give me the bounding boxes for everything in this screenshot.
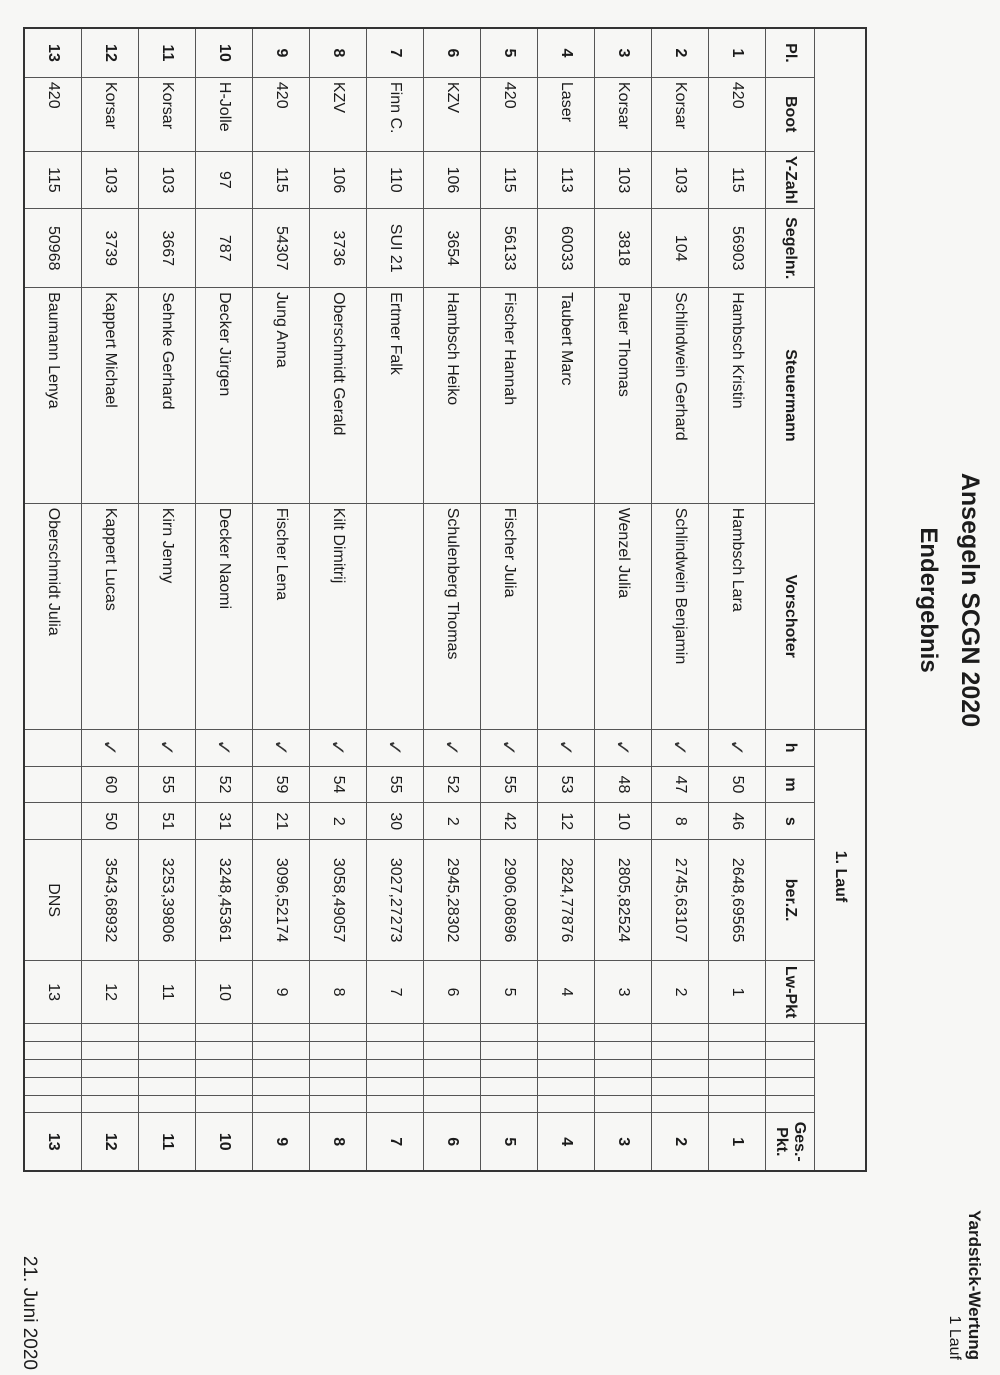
table-row bbox=[196, 28, 253, 1171]
cell-empty bbox=[82, 1042, 139, 1060]
cell-place: 2 bbox=[652, 28, 709, 77]
cell-sailnumber: 3818 bbox=[595, 209, 652, 288]
page-title: Ansegeln SCGN 2020 bbox=[956, 472, 984, 728]
cell-sailnumber: 3654 bbox=[424, 209, 481, 288]
col-steuermann: Steuermann bbox=[766, 288, 815, 504]
table-row bbox=[652, 28, 709, 1171]
cell-crew: Hambsch Lara bbox=[709, 503, 766, 729]
cell-corrected-time: 3027,27273 bbox=[367, 840, 424, 961]
table-row bbox=[253, 28, 310, 1171]
table-row bbox=[481, 28, 538, 1171]
col-berz: ber.Z. bbox=[766, 840, 815, 961]
cell-helmsman: Sehnke Gerhard bbox=[139, 288, 196, 504]
header-row bbox=[766, 28, 815, 1171]
cell-minutes: 52 bbox=[424, 766, 481, 803]
cell-empty bbox=[595, 1095, 652, 1113]
cell-crew: Oberschmidt Julia bbox=[24, 503, 82, 729]
cell-corrected-time: 2745,63107 bbox=[652, 840, 709, 961]
cell-empty bbox=[310, 1024, 367, 1042]
cell-boat: 420 bbox=[709, 77, 766, 151]
cell-yzahl: 103 bbox=[82, 151, 139, 209]
col-pl: Pl. bbox=[766, 28, 815, 77]
table-row bbox=[310, 28, 367, 1171]
cell-place: 7 bbox=[367, 28, 424, 77]
cell-yzahl: 115 bbox=[253, 151, 310, 209]
cell-empty bbox=[24, 1077, 82, 1095]
table-row bbox=[82, 28, 139, 1171]
cell-empty bbox=[709, 1042, 766, 1060]
cell-corrected-time: 3096,52174 bbox=[253, 840, 310, 961]
cell-empty bbox=[481, 1042, 538, 1060]
cell-total-points: 8 bbox=[310, 1113, 367, 1171]
cell-crew bbox=[538, 503, 595, 729]
cell-total-points: 13 bbox=[24, 1113, 82, 1171]
table-row bbox=[595, 28, 652, 1171]
cell-yzahl: 97 bbox=[196, 151, 253, 209]
cell-helmsman: Jung Anna bbox=[253, 288, 310, 504]
cell-crew: Fischer Julia bbox=[481, 503, 538, 729]
cell-empty bbox=[24, 1095, 82, 1113]
cell-seconds: 31 bbox=[196, 803, 253, 840]
cell-total-points: 10 bbox=[196, 1113, 253, 1171]
cell-boat: Korsar bbox=[652, 77, 709, 151]
cell-empty bbox=[595, 1077, 652, 1095]
cell-empty bbox=[709, 1077, 766, 1095]
cell-empty bbox=[310, 1077, 367, 1095]
cell-seconds: 30 bbox=[367, 803, 424, 840]
cell-hours: ✓ bbox=[196, 729, 253, 766]
cell-hours: ✓ bbox=[481, 729, 538, 766]
cell-crew: Fischer Lena bbox=[253, 503, 310, 729]
table-row bbox=[24, 28, 82, 1171]
cell-boat: Korsar bbox=[595, 77, 652, 151]
cell-hours bbox=[24, 729, 82, 766]
cell-hours: ✓ bbox=[595, 729, 652, 766]
cell-empty bbox=[367, 1095, 424, 1113]
cell-boat: KZV bbox=[424, 77, 481, 151]
cell-empty bbox=[253, 1059, 310, 1077]
cell-sailnumber: 60033 bbox=[538, 209, 595, 288]
cell-corrected-time: 2648,69565 bbox=[709, 840, 766, 961]
cell-helmsman: Oberschmidt Gerald bbox=[310, 288, 367, 504]
cell-corrected-time: 3253,39806 bbox=[139, 840, 196, 961]
cell-empty bbox=[82, 1077, 139, 1095]
cell-helmsman: Schlindwein Gerhard bbox=[652, 288, 709, 504]
cell-boat: Korsar bbox=[139, 77, 196, 151]
cell-run-points: 7 bbox=[367, 961, 424, 1024]
cell-sailnumber: 56903 bbox=[709, 209, 766, 288]
cell-seconds: 21 bbox=[253, 803, 310, 840]
cell-empty bbox=[310, 1059, 367, 1077]
col-yzahl: Y-Zahl bbox=[766, 151, 815, 209]
cell-seconds: 42 bbox=[481, 803, 538, 840]
cell-boat: KZV bbox=[310, 77, 367, 151]
cell-run-points: 2 bbox=[652, 961, 709, 1024]
cell-helmsman: Decker Jürgen bbox=[196, 288, 253, 504]
cell-yzahl: 115 bbox=[24, 151, 82, 209]
cell-boat: 420 bbox=[24, 77, 82, 151]
cell-sailnumber: 3667 bbox=[139, 209, 196, 288]
cell-helmsman: Kappert Michael bbox=[82, 288, 139, 504]
cell-helmsman: Baumann Lenya bbox=[24, 288, 82, 504]
cell-yzahl: 113 bbox=[538, 151, 595, 209]
cell-hours: ✓ bbox=[82, 729, 139, 766]
cell-corrected-time: 3248,45361 bbox=[196, 840, 253, 961]
cell-minutes: 55 bbox=[481, 766, 538, 803]
col-h: h bbox=[766, 729, 815, 766]
cell-empty bbox=[424, 1095, 481, 1113]
page-subtitle: Endergebnis bbox=[915, 527, 942, 673]
cell-empty bbox=[652, 1042, 709, 1060]
cell-corrected-time: 3058,49057 bbox=[310, 840, 367, 961]
table-row bbox=[424, 28, 481, 1171]
cell-helmsman: Hambsch Kristin bbox=[709, 288, 766, 504]
cell-empty bbox=[709, 1059, 766, 1077]
cell-sailnumber: 50968 bbox=[24, 209, 82, 288]
col-segelnr: Segelnr. bbox=[766, 209, 815, 288]
cell-empty bbox=[24, 1042, 82, 1060]
cell-minutes: 50 bbox=[709, 766, 766, 803]
cell-seconds: 2 bbox=[424, 803, 481, 840]
table-row bbox=[709, 28, 766, 1171]
cell-corrected-time: 3543,68932 bbox=[82, 840, 139, 961]
cell-minutes: 53 bbox=[538, 766, 595, 803]
cell-run-points: 11 bbox=[139, 961, 196, 1024]
cell-crew: Decker Naomi bbox=[196, 503, 253, 729]
cell-hours: ✓ bbox=[253, 729, 310, 766]
cell-empty bbox=[652, 1059, 709, 1077]
cell-empty bbox=[595, 1059, 652, 1077]
cell-minutes: 59 bbox=[253, 766, 310, 803]
cell-yzahl: 115 bbox=[709, 151, 766, 209]
cell-yzahl: 103 bbox=[139, 151, 196, 209]
cell-empty bbox=[367, 1077, 424, 1095]
cell-seconds: 46 bbox=[709, 803, 766, 840]
run-header: 1. Lauf bbox=[815, 729, 867, 1023]
cell-place: 3 bbox=[595, 28, 652, 77]
cell-helmsman: Ertmer Falk bbox=[367, 288, 424, 504]
cell-total-points: 3 bbox=[595, 1113, 652, 1171]
cell-place: 4 bbox=[538, 28, 595, 77]
col-lwpkt: Lw-Pkt bbox=[766, 961, 815, 1024]
cell-seconds bbox=[24, 803, 82, 840]
col-boot: Boot bbox=[766, 77, 815, 151]
cell-boat: Korsar bbox=[82, 77, 139, 151]
results-table bbox=[23, 27, 867, 1172]
cell-hours: ✓ bbox=[538, 729, 595, 766]
cell-empty bbox=[24, 1024, 82, 1042]
cell-hours: ✓ bbox=[424, 729, 481, 766]
cell-corrected-time: 2805,82524 bbox=[595, 840, 652, 961]
cell-hours: ✓ bbox=[652, 729, 709, 766]
cell-crew: Kirn Jenny bbox=[139, 503, 196, 729]
scoring-sublabel: 1 Lauf bbox=[946, 1315, 963, 1360]
cell-corrected-time: 2824,77876 bbox=[538, 840, 595, 961]
cell-crew: Wenzel Julia bbox=[595, 503, 652, 729]
cell-empty bbox=[424, 1059, 481, 1077]
cell-place: 5 bbox=[481, 28, 538, 77]
cell-yzahl: 103 bbox=[652, 151, 709, 209]
cell-helmsman: Hambsch Heiko bbox=[424, 288, 481, 504]
cell-minutes: 54 bbox=[310, 766, 367, 803]
cell-run-points: 10 bbox=[196, 961, 253, 1024]
cell-empty bbox=[424, 1042, 481, 1060]
cell-crew: Kilt Dimitrij bbox=[310, 503, 367, 729]
cell-corrected-time: 2906,08696 bbox=[481, 840, 538, 961]
cell-boat: Finn C. bbox=[367, 77, 424, 151]
cell-seconds: 10 bbox=[595, 803, 652, 840]
table-row bbox=[139, 28, 196, 1171]
cell-boat: 420 bbox=[253, 77, 310, 151]
cell-empty bbox=[139, 1077, 196, 1095]
cell-empty bbox=[367, 1042, 424, 1060]
col-s: s bbox=[766, 803, 815, 840]
cell-run-points: 1 bbox=[709, 961, 766, 1024]
cell-empty bbox=[310, 1042, 367, 1060]
table-row bbox=[538, 28, 595, 1171]
cell-minutes: 52 bbox=[196, 766, 253, 803]
cell-run-points: 6 bbox=[424, 961, 481, 1024]
cell-empty bbox=[481, 1077, 538, 1095]
cell-place: 9 bbox=[253, 28, 310, 77]
cell-empty bbox=[481, 1059, 538, 1077]
col-vorschoter: Vorschoter bbox=[766, 503, 815, 729]
cell-sailnumber: 787 bbox=[196, 209, 253, 288]
scoring-label: Yardstick-Wertung bbox=[965, 1210, 984, 1360]
cell-hours: ✓ bbox=[139, 729, 196, 766]
cell-empty bbox=[538, 1042, 595, 1060]
cell-empty bbox=[538, 1059, 595, 1077]
cell-helmsman: Pauer Thomas bbox=[595, 288, 652, 504]
cell-empty bbox=[139, 1024, 196, 1042]
date-label: 21. Juni 2020 bbox=[19, 1255, 40, 1370]
col-gespkt: Ges.-Pkt. bbox=[766, 1113, 815, 1171]
cell-empty bbox=[424, 1077, 481, 1095]
header-row-top bbox=[815, 28, 867, 1171]
cell-empty bbox=[652, 1095, 709, 1113]
cell-hours: ✓ bbox=[709, 729, 766, 766]
cell-empty bbox=[538, 1024, 595, 1042]
cell-empty bbox=[82, 1095, 139, 1113]
cell-total-points: 2 bbox=[652, 1113, 709, 1171]
cell-total-points: 7 bbox=[367, 1113, 424, 1171]
cell-place: 10 bbox=[196, 28, 253, 77]
cell-empty bbox=[253, 1042, 310, 1060]
cell-empty bbox=[82, 1024, 139, 1042]
cell-empty bbox=[424, 1024, 481, 1042]
cell-corrected-time: DNS bbox=[24, 840, 82, 961]
cell-total-points: 11 bbox=[139, 1113, 196, 1171]
cell-minutes: 47 bbox=[652, 766, 709, 803]
cell-empty bbox=[196, 1095, 253, 1113]
cell-minutes: 60 bbox=[82, 766, 139, 803]
cell-empty bbox=[538, 1095, 595, 1113]
cell-run-points: 4 bbox=[538, 961, 595, 1024]
cell-total-points: 1 bbox=[709, 1113, 766, 1171]
cell-seconds: 12 bbox=[538, 803, 595, 840]
cell-empty bbox=[253, 1024, 310, 1042]
cell-sailnumber: 56133 bbox=[481, 209, 538, 288]
cell-place: 1 bbox=[709, 28, 766, 77]
cell-helmsman: Fischer Hannah bbox=[481, 288, 538, 504]
cell-empty bbox=[196, 1077, 253, 1095]
cell-empty bbox=[82, 1059, 139, 1077]
cell-empty bbox=[196, 1024, 253, 1042]
cell-empty bbox=[481, 1095, 538, 1113]
cell-run-points: 5 bbox=[481, 961, 538, 1024]
cell-boat: H-Jolle bbox=[196, 77, 253, 151]
cell-boat: Laser bbox=[538, 77, 595, 151]
cell-empty bbox=[595, 1042, 652, 1060]
cell-empty bbox=[139, 1059, 196, 1077]
cell-total-points: 6 bbox=[424, 1113, 481, 1171]
table-row bbox=[367, 28, 424, 1171]
cell-sailnumber: SUI 21 bbox=[367, 209, 424, 288]
cell-empty bbox=[24, 1059, 82, 1077]
cell-empty bbox=[139, 1042, 196, 1060]
cell-empty bbox=[709, 1024, 766, 1042]
cell-place: 11 bbox=[139, 28, 196, 77]
col-m: m bbox=[766, 766, 815, 803]
cell-corrected-time: 2945,28302 bbox=[424, 840, 481, 961]
cell-place: 12 bbox=[82, 28, 139, 77]
cell-yzahl: 103 bbox=[595, 151, 652, 209]
cell-empty bbox=[595, 1024, 652, 1042]
cell-run-points: 3 bbox=[595, 961, 652, 1024]
cell-empty bbox=[367, 1059, 424, 1077]
cell-sailnumber: 3736 bbox=[310, 209, 367, 288]
cell-run-points: 8 bbox=[310, 961, 367, 1024]
cell-yzahl: 106 bbox=[310, 151, 367, 209]
cell-run-points: 12 bbox=[82, 961, 139, 1024]
cell-yzahl: 115 bbox=[481, 151, 538, 209]
cell-empty bbox=[367, 1024, 424, 1042]
results-body bbox=[24, 28, 766, 1171]
cell-minutes: 48 bbox=[595, 766, 652, 803]
cell-empty bbox=[481, 1024, 538, 1042]
cell-empty bbox=[196, 1059, 253, 1077]
cell-boat: 420 bbox=[481, 77, 538, 151]
cell-sailnumber: 54307 bbox=[253, 209, 310, 288]
cell-minutes bbox=[24, 766, 82, 803]
cell-empty bbox=[310, 1095, 367, 1113]
cell-empty bbox=[652, 1077, 709, 1095]
cell-seconds: 2 bbox=[310, 803, 367, 840]
cell-crew: Schulenberg Thomas bbox=[424, 503, 481, 729]
cell-helmsman: Taubert Marc bbox=[538, 288, 595, 504]
cell-place: 6 bbox=[424, 28, 481, 77]
cell-hours: ✓ bbox=[310, 729, 367, 766]
cell-total-points: 9 bbox=[253, 1113, 310, 1171]
cell-empty bbox=[139, 1095, 196, 1113]
cell-empty bbox=[709, 1095, 766, 1113]
cell-place: 13 bbox=[24, 28, 82, 77]
cell-seconds: 8 bbox=[652, 803, 709, 840]
cell-crew bbox=[367, 503, 424, 729]
cell-total-points: 12 bbox=[82, 1113, 139, 1171]
cell-seconds: 51 bbox=[139, 803, 196, 840]
cell-crew: Kappert Lucas bbox=[82, 503, 139, 729]
cell-hours: ✓ bbox=[367, 729, 424, 766]
cell-sailnumber: 104 bbox=[652, 209, 709, 288]
cell-empty bbox=[538, 1077, 595, 1095]
cell-seconds: 50 bbox=[82, 803, 139, 840]
cell-empty bbox=[253, 1077, 310, 1095]
cell-total-points: 5 bbox=[481, 1113, 538, 1171]
cell-empty bbox=[196, 1042, 253, 1060]
cell-sailnumber: 3739 bbox=[82, 209, 139, 288]
cell-place: 8 bbox=[310, 28, 367, 77]
cell-yzahl: 106 bbox=[424, 151, 481, 209]
cell-run-points: 13 bbox=[24, 961, 82, 1024]
cell-empty bbox=[652, 1024, 709, 1042]
cell-crew: Schlindwein Benjamin bbox=[652, 503, 709, 729]
cell-empty bbox=[253, 1095, 310, 1113]
cell-yzahl: 110 bbox=[367, 151, 424, 209]
cell-minutes: 55 bbox=[139, 766, 196, 803]
cell-minutes: 55 bbox=[367, 766, 424, 803]
cell-run-points: 9 bbox=[253, 961, 310, 1024]
cell-total-points: 4 bbox=[538, 1113, 595, 1171]
